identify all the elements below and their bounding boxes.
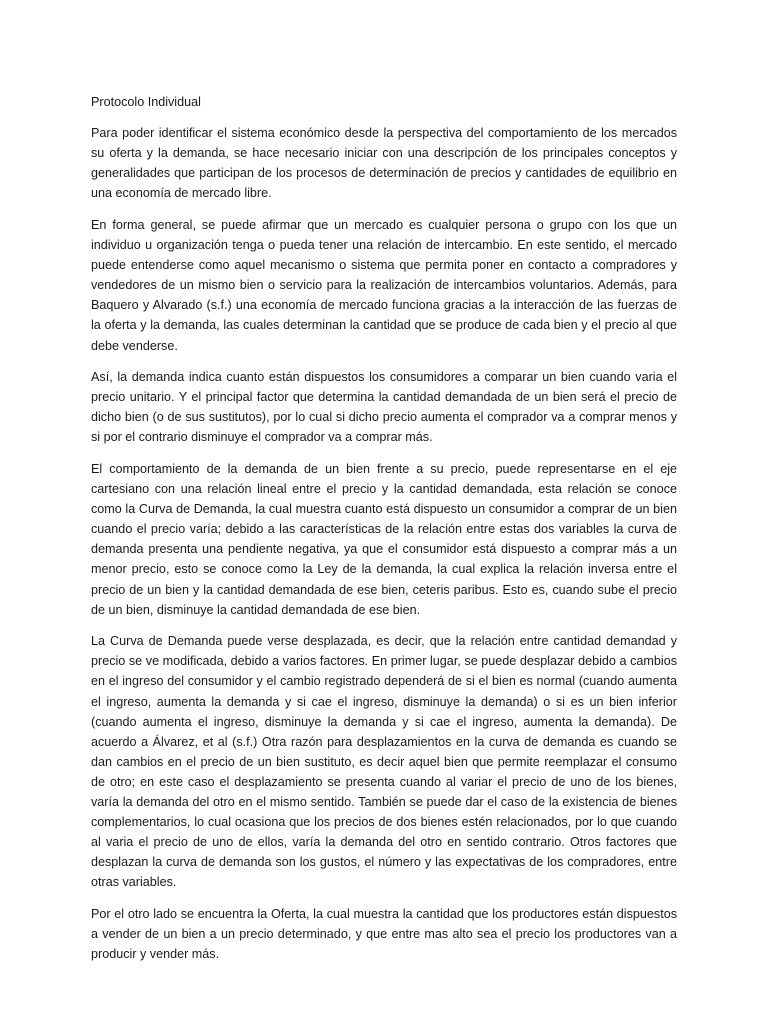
paragraph-desplazamientos: La Curva de Demanda puede verse desplazada, es decir, que la relación entre cantidad demandad y precio se ve modificada, debido a varios factores. En primer lugar, se puede desplazar debido a cambios en el ingreso del consumidor y el cambio registrado dependerá de si el bien es normal (cuando aumenta el ingreso, aumenta la demanda y si cae el ingreso, disminuye la demanda) o si es un bien inferior (cuando aumenta el ingreso, disminuye la demanda y si cae el ingreso, aumenta la demanda). De acuerdo a Álvarez, et al (s.f.) Otra razón para desplazamientos en la curva de demanda es cuando se dan cambios en el precio de un bien sustituto, es decir aquel bien que permite reemplazar el consumo de otro; en este caso el desplazamiento se presenta cuando al variar el precio de uno de los bienes, varía la demanda del otro en el mismo sentido. También se puede dar el caso de la existencia de bienes complementarios, lo cual ocasiona que los precios de dos bienes estén relacionados, por lo que cuando al varia el precio de uno de ellos, varía la demanda del otro en sentido contrario. Otros factores que desplazan la curva de demanda son los gustos, el número y las expectativas de los compradores, entre otras variables. xyxy=(91,634,677,890)
paragraph-mercado: En forma general, se puede afirmar que un mercado es cualquier persona o grupo con los que un individuo u organización tenga o pueda tener una relación de intercambio. En este sentido, el mercado puede entenderse como aquel mecanismo o sistema que permita poner en contacto a compradores y vendedores de un mismo bien o servicio para la realización de intercambios voluntarios. Además, para Baquero y Alvarado (s.f.) una economía de mercado funciona gracias a la interacción de las fuerzas de la oferta y la demanda, las cuales determinan la cantidad que se produce de cada bien y el precio al que debe venderse. xyxy=(91,217,677,353)
paragraph-demanda: Así, la demanda indica cuanto están dispuestos los consumidores a comparar un bien cuando varia el precio unitario. Y el principal factor que determina la cantidad demandada de un bien será el precio de dicho bien (o de sus sustitutos), por lo cual si dicho precio aumenta el comprador va a comprar menos y si por el contrario disminuye el comprador va a comprar más. xyxy=(91,370,677,445)
paragraph-oferta: Por el otro lado se encuentra la Oferta, la cual muestra la cantidad que los productores están dispuestos a vender de un bien a un precio determinado, y que entre mas alto sea el precio los productores van a producir y vender más. xyxy=(91,906,677,962)
paragraph-intro: Para poder identificar el sistema económico desde la perspectiva del comportamiento de los mercados su oferta y la demanda, se hace necesario iniciar con una descripción de los principales conceptos y generalidades que participan de los procesos de determinación de precios y cantidades de equilibrio en una economía de mercado libre. xyxy=(91,126,677,201)
paragraph-curva-demanda: El comportamiento de la demanda de un bien frente a su precio, puede representarse en el eje cartesiano con una relación lineal entre el precio y la cantidad demandada, esta relación se conoce como la Curva de Demanda, la cual muestra cuanto está dispuesto un consumidor a comprar de un bien cuando el precio varía; debido a las características de la relación entre estas dos variables la curva de demanda presenta una pendiente negativa, ya que el consumidor está dispuesto a comprar más a un menor precio, esto se conoce como la Ley de la demanda, la cual explica la relación inversa entre el precio de un bien y la cantidad demandada de ese bien, ceteris paribus. Esto es, cuando sube el precio de un bien, disminuye la cantidad demandada de ese bien. xyxy=(91,462,677,617)
document-title: Protocolo Individual xyxy=(91,95,201,109)
